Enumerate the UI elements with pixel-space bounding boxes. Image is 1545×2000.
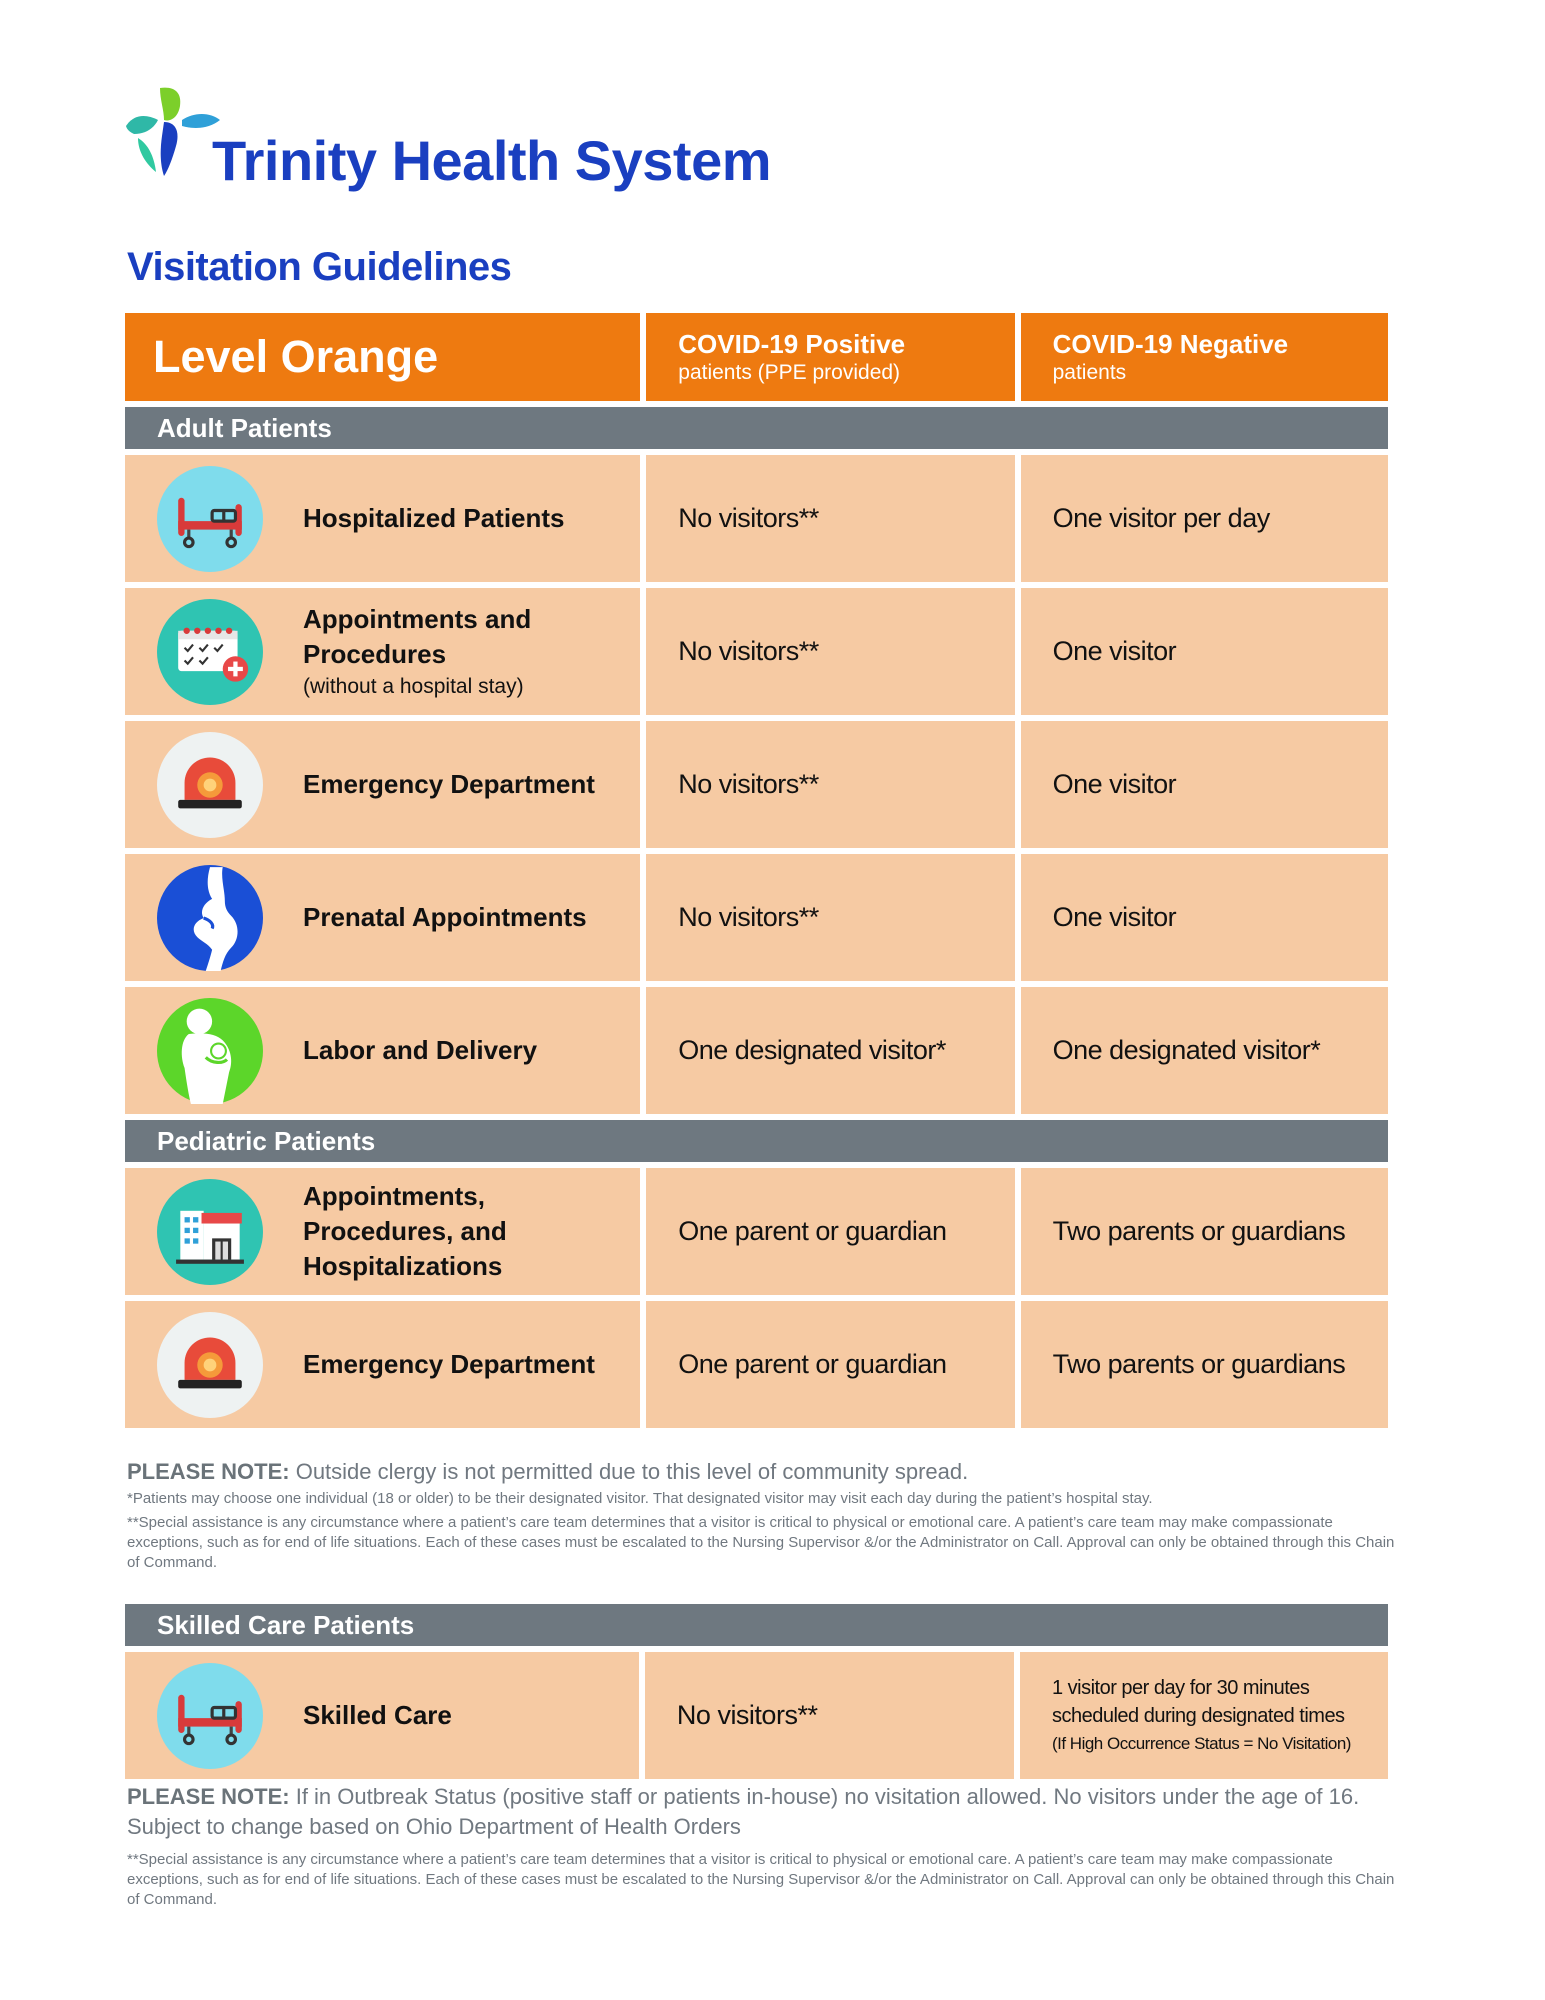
negative-value-line: scheduled during designated times [1051, 1704, 1345, 1727]
section-header-pediatric [125, 1120, 1388, 1162]
table-row [125, 1652, 1388, 1779]
negative-column-subtitle: patients [1052, 361, 1127, 384]
negative-column-header [1021, 313, 1388, 401]
category-cell [125, 987, 640, 1114]
category-cell [125, 455, 640, 582]
negative-value: One visitor [1021, 721, 1388, 848]
section-title: Pediatric Patients [125, 1120, 1388, 1162]
negative-column-title: COVID-19 Negative [1052, 329, 1289, 359]
category-label: Skilled Care [303, 1700, 452, 1730]
category-cell [125, 721, 640, 848]
negative-value-note: (If High Occurrence Status = No Visitation) [1051, 1733, 1351, 1753]
positive-column-title: COVID-19 Positive [678, 329, 906, 359]
table-row [125, 455, 1388, 582]
negative-value-line: 1 visitor per day for 30 minutes [1051, 1676, 1310, 1699]
negative-value: One visitor [1021, 588, 1388, 715]
category-cell [125, 1301, 640, 1428]
table-row [125, 1168, 1388, 1295]
visitation-table [119, 307, 1394, 1434]
note-text: Outside clergy is not permitted due to this level of community spread. [295, 1459, 969, 1484]
negative-value: Two parents or guardians [1021, 1168, 1388, 1295]
brand-name: Trinity Health System [212, 129, 772, 192]
table-row [125, 1301, 1388, 1428]
positive-value: One parent or guardian [646, 1301, 1014, 1428]
positive-value: No visitors** [646, 854, 1014, 981]
positive-value: One designated visitor* [646, 987, 1014, 1114]
positive-column-subtitle: patients (PPE provided) [678, 361, 901, 384]
category-label-text: Appointments and Procedures [303, 603, 532, 669]
negative-value: One designated visitor* [1021, 987, 1388, 1114]
emergency-siren-icon [157, 1312, 263, 1418]
note-footnote: **Special assistance is any circumstance where a patient’s care team determines that a visitor is critical to physical or emotional care. A patient’s care team may make compassionate exceptions, such as for end of life situations. Each of these cases must be escalated to the Nursing Supervisor &/or the Administrator on Call. Approval can only be obtained through this Chain of Command. [127, 1514, 1395, 1571]
hospital-building-icon [157, 1179, 263, 1285]
category-cell [125, 588, 640, 715]
section-header-adult [125, 407, 1388, 449]
category-cell [125, 854, 640, 981]
mother-baby-icon [157, 998, 263, 1104]
category-label: Hospitalized Patients [303, 503, 565, 533]
note-main [127, 1457, 1397, 1487]
table-row [125, 854, 1388, 981]
positive-value: No visitors** [646, 721, 1014, 848]
note-block-2 [127, 1782, 1397, 1910]
trinity-cross-logo-icon [124, 84, 224, 184]
category-label: Appointments, Procedures, and Hospitalizations [303, 1181, 507, 1281]
table-row [125, 588, 1388, 715]
negative-value: One visitor per day [1021, 455, 1388, 582]
positive-value: No visitors** [646, 588, 1014, 715]
note-text: If in Outbreak Status (positive staff or patients in-house) no visitation allowed. No visitors under the age of 16. Subject to change based on Ohio Department of Health Orders [127, 1784, 1360, 1839]
table-row [125, 987, 1388, 1114]
positive-value: One parent or guardian [646, 1168, 1014, 1295]
positive-value: No visitors** [646, 455, 1014, 582]
category-label [303, 602, 640, 702]
section-title: Adult Patients [125, 407, 1388, 449]
calendar-icon [157, 599, 263, 705]
note-label: PLEASE NOTE: [127, 1784, 290, 1809]
section-title: Skilled Care Patients [125, 1604, 1388, 1646]
table-row [125, 721, 1388, 848]
hospital-bed-icon [157, 1663, 263, 1769]
note-footnote: **Special assistance is any circumstance where a patient’s care team determines that a visitor is critical to physical or emotional care. A patient’s care team may make compassionate exceptions, such as for end of life situations. Each of these cases must be escalated to the Nursing Supervisor &/or the Administrator on Call. Approval can only be obtained through this Chain of Command. [127, 1851, 1395, 1908]
category-cell [125, 1168, 640, 1295]
emergency-siren-icon [157, 732, 263, 838]
note-block-1 [127, 1457, 1397, 1573]
negative-value: Two parents or guardians [1021, 1301, 1388, 1428]
negative-value: One visitor [1021, 854, 1388, 981]
positive-column-header [646, 313, 1014, 401]
category-label: Labor and Delivery [303, 1035, 538, 1065]
note-footnote: *Patients may choose one individual (18 or older) to be their designated visitor. That designated visitor may visit each day during the patient’s hospital stay. [127, 1490, 1153, 1507]
positive-value: No visitors** [645, 1652, 1014, 1779]
skilled-care-table [119, 1598, 1394, 1785]
note-main [127, 1782, 1397, 1842]
pregnant-woman-icon [157, 865, 263, 971]
level-label: Level Orange [125, 313, 640, 401]
hospital-bed-icon [157, 466, 263, 572]
category-cell [125, 1652, 639, 1779]
page-title: Visitation Guidelines [127, 245, 512, 289]
category-label: Prenatal Appointments [303, 902, 587, 932]
category-sublabel: (without a hospital stay) [303, 674, 524, 698]
table-header-row [125, 313, 1388, 401]
category-label: Emergency Department [303, 769, 595, 799]
category-label: Emergency Department [303, 1349, 595, 1379]
negative-value [1020, 1652, 1388, 1779]
note-label: PLEASE NOTE: [127, 1459, 290, 1484]
section-header-skilled [125, 1604, 1388, 1646]
